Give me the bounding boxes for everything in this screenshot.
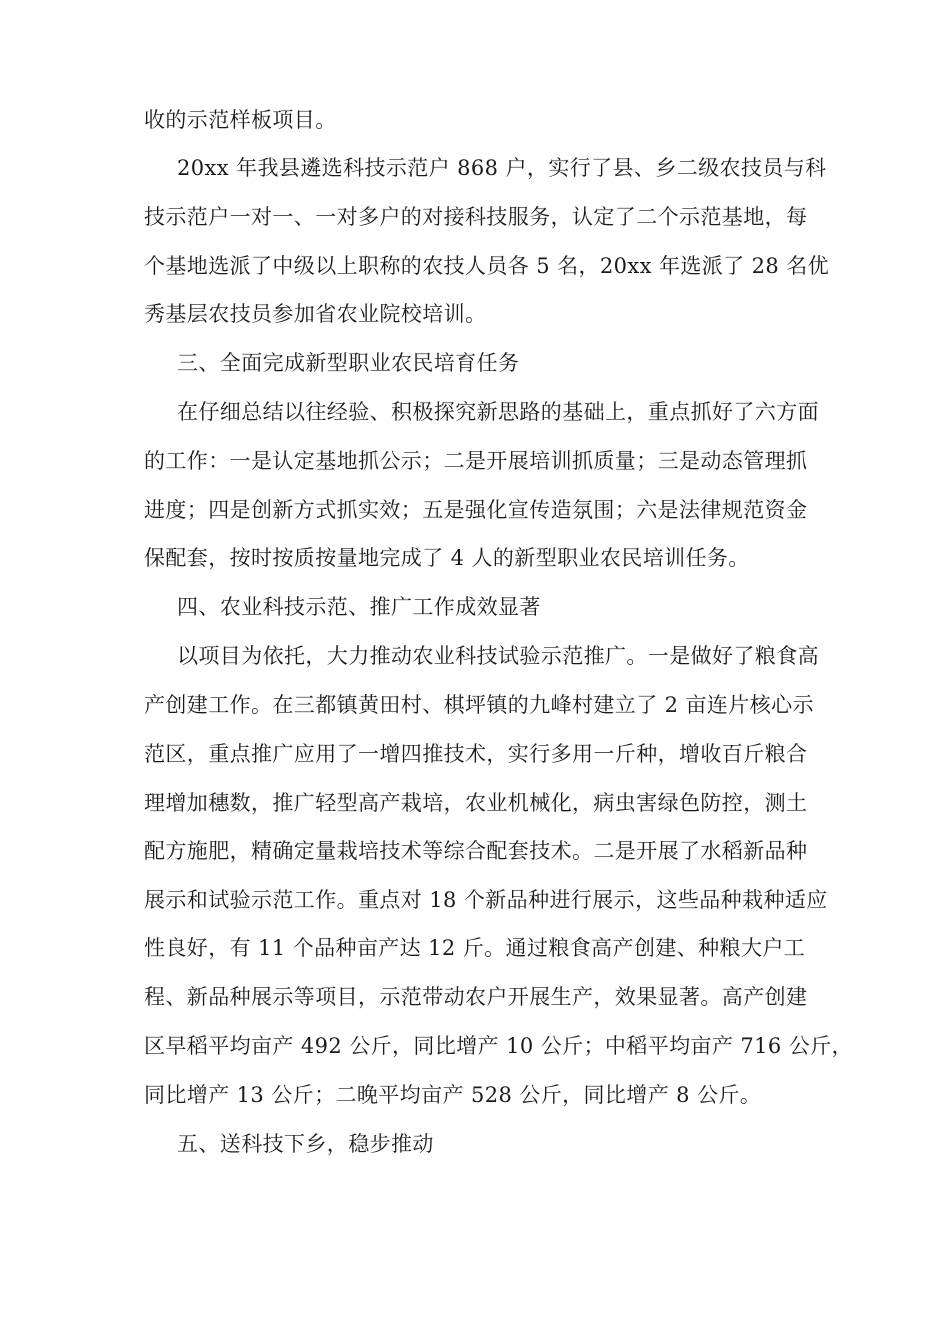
paragraph-line: 展示和试验示范工作。重点对 18 个新品种进行展示，这些品种栽种适应: [144, 888, 828, 912]
paragraph-line: 在仔细总结以往经验、积极探究新思路的基础上，重点抓好了六方面: [177, 400, 819, 424]
paragraph-line: 性良好，有 11 个品种亩产达 12 斤。通过粮食高产创建、种粮大户工: [144, 936, 806, 960]
paragraph-line: 同比增产 13 公斤；二晚平均亩产 528 公斤，同比增产 8 公斤。: [144, 1083, 762, 1107]
section-heading: 四、农业科技示范、推广工作成效显著: [177, 595, 541, 619]
paragraph-line: 程、新品种展示等项目，示范带动农户开展生产，效果显著。高产创建: [144, 985, 808, 1009]
paragraph-line: 范区，重点推广应用了一增四推技术，实行多用一斤种，增收百斤粮合: [144, 742, 808, 766]
paragraph-line: 产创建工作。在三都镇黄田村、棋坪镇的九峰村建立了 2 亩连片核心示: [144, 693, 814, 717]
paragraph-line: 秀基层农技员参加省农业院校培训。: [144, 302, 487, 326]
section-heading: 三、全面完成新型职业农民培育任务: [177, 351, 520, 375]
paragraph-line: 理增加穗数，推广轻型高产栽培，农业机械化，病虫害绿色防控，测土: [144, 791, 808, 815]
paragraph-line: 个基地选派了中级以上职称的农技人员各 5 名，20xx 年选派了 28 名优: [144, 254, 830, 278]
paragraph-line: 保配套，按时按质按量地完成了 4 人的新型职业农民培训任务。: [144, 546, 750, 570]
paragraph-line: 收的示范样板项目。: [144, 108, 337, 132]
paragraph-line: 的工作：一是认定基地抓公示；二是开展培训抓质量；三是动态管理抓: [144, 449, 808, 473]
paragraph-line: 技示范户一对一、一对多户的对接科技服务，认定了二个示范基地，每: [144, 205, 808, 229]
paragraph-line: 以项目为依托，大力推动农业科技试验示范推广。一是做好了粮食高: [177, 644, 819, 668]
paragraph-line: 进度；四是创新方式抓实效；五是强化宣传造氛围；六是法律规范资金: [144, 498, 808, 522]
paragraph-line: 20xx 年我县遴选科技示范户 868 户，实行了县、乡二级农技员与科: [177, 156, 827, 180]
paragraph-line: 配方施肥，精确定量栽培技术等综合配套技术。二是开展了水稻新品种: [144, 839, 808, 863]
section-heading: 五、送科技下乡，稳步推动: [177, 1132, 434, 1156]
paragraph-line: 区早稻平均亩产 492 公斤，同比增产 10 公斤；中稻平均亩产 716 公斤，: [144, 1034, 853, 1058]
